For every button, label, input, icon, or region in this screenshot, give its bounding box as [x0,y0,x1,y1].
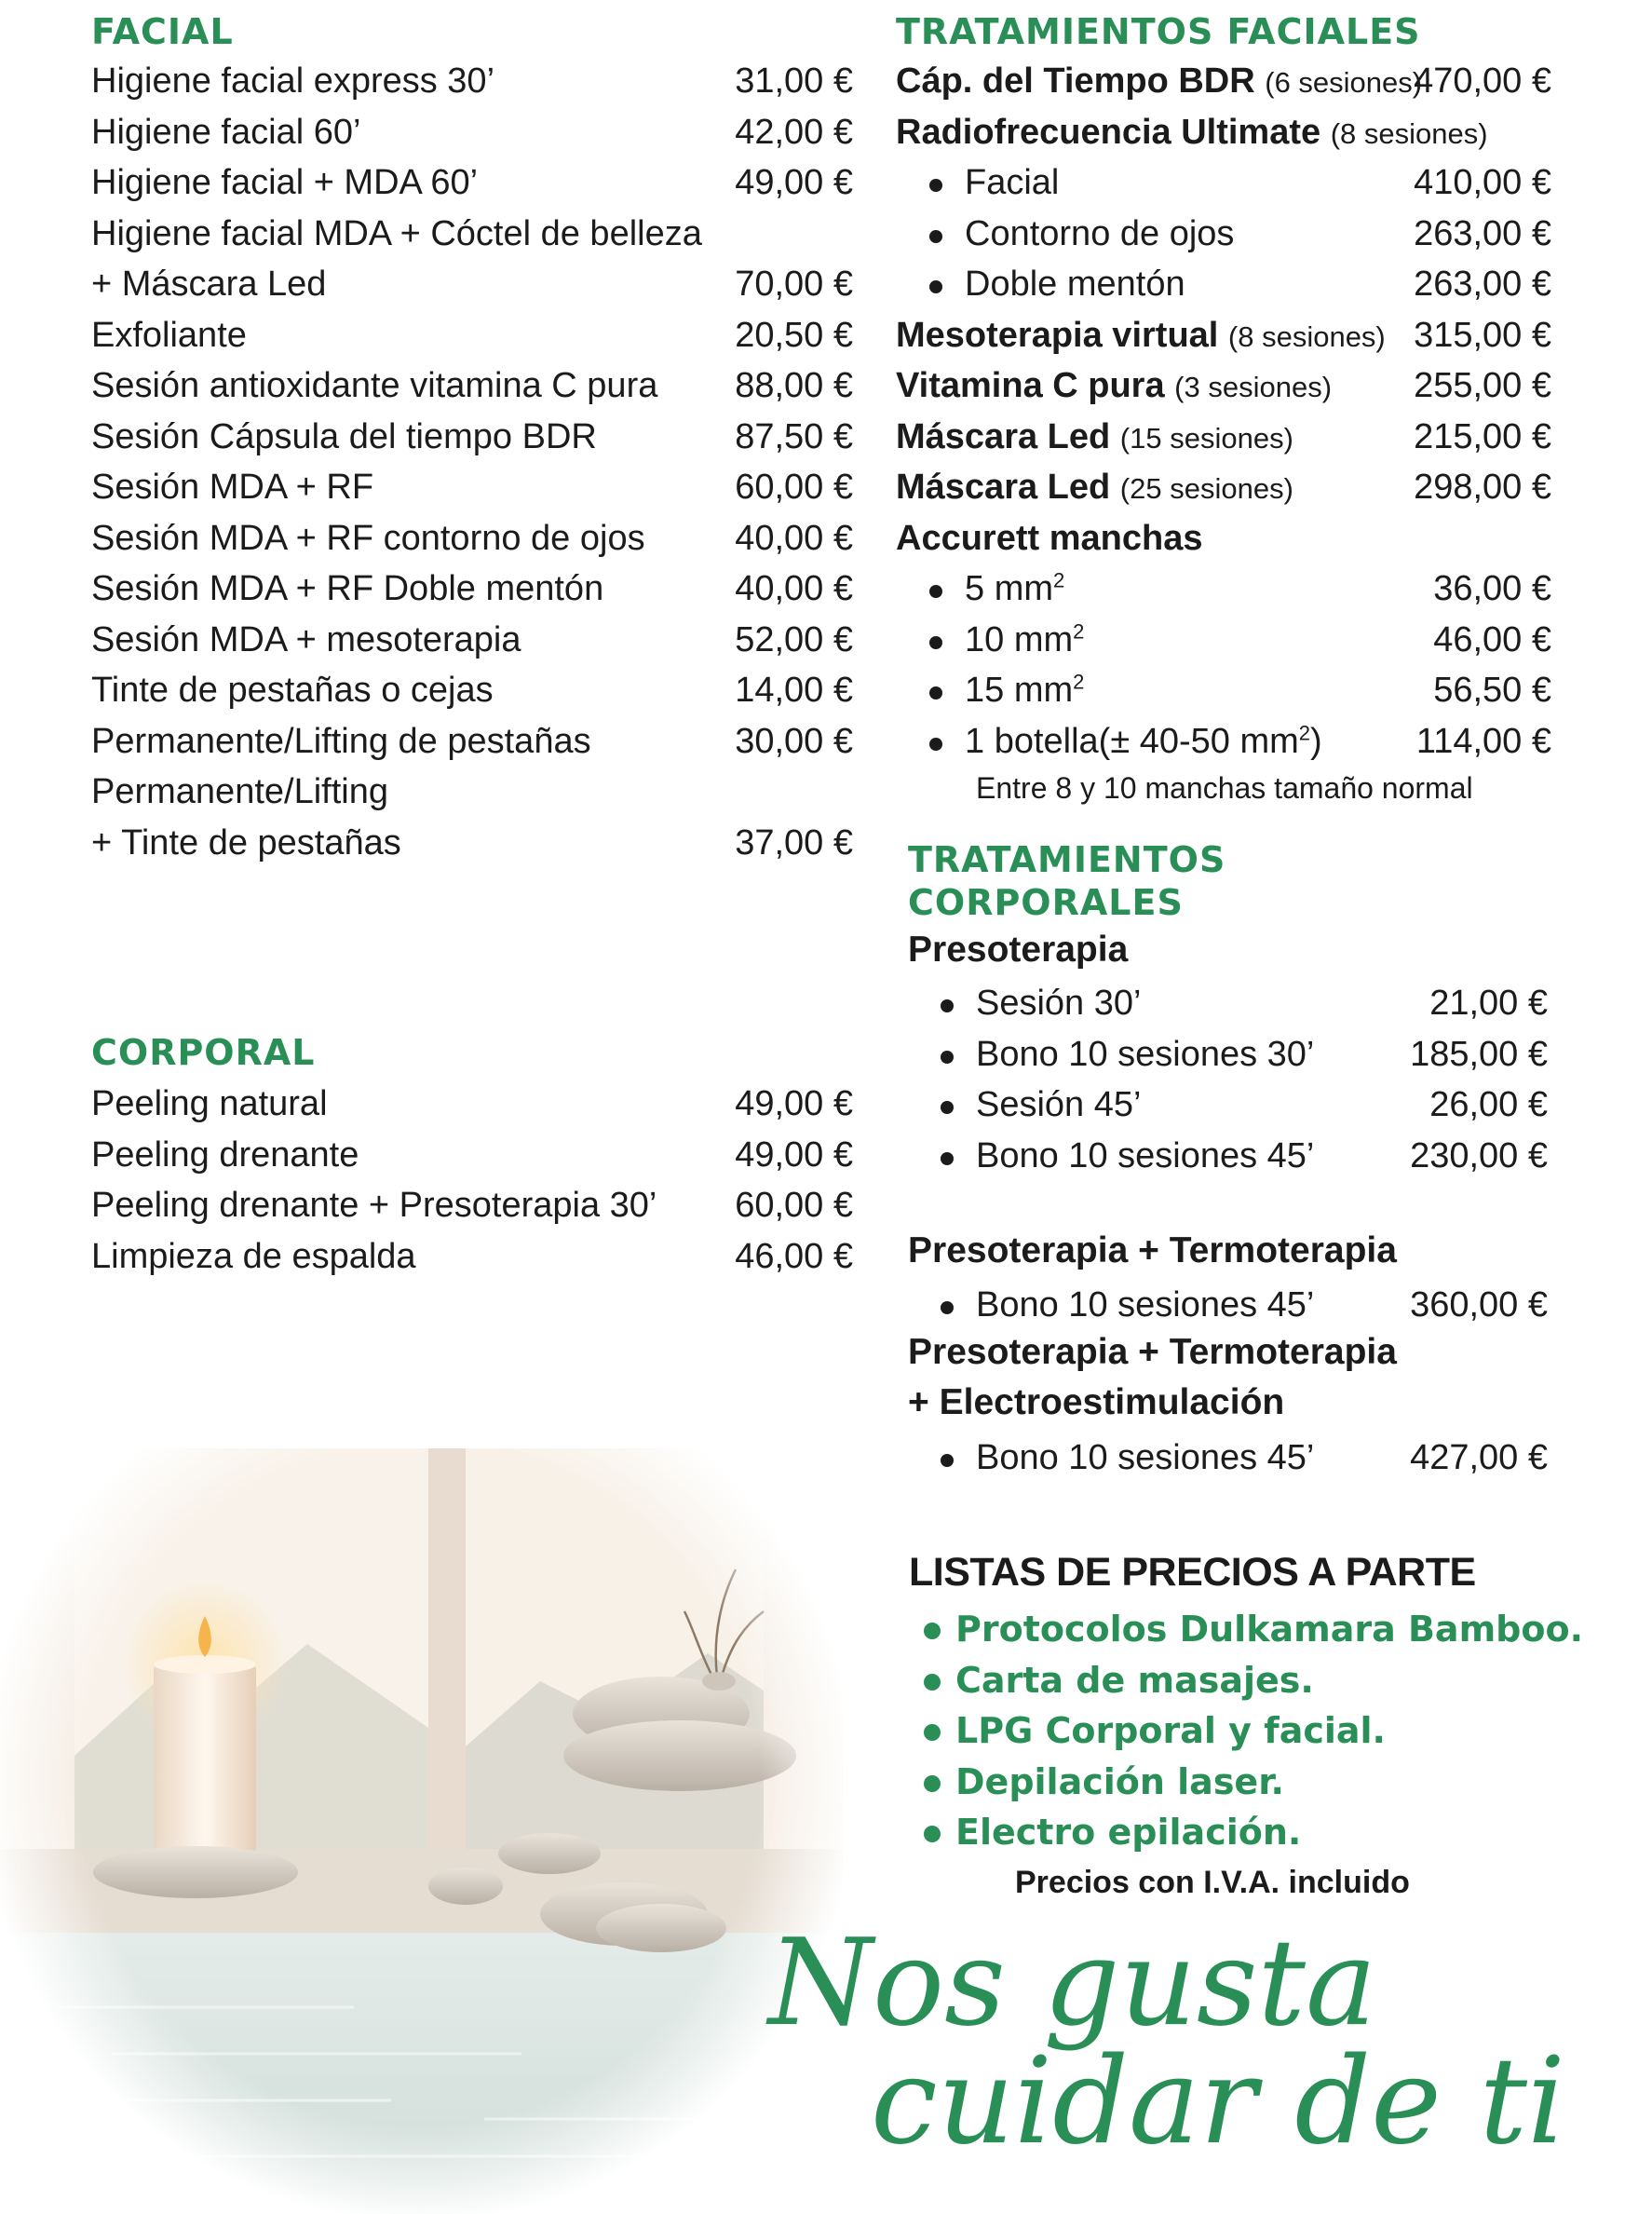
tratamientos-faciales-heading: TRATAMIENTOS FACIALES [896,11,1421,52]
price-row [91,665,853,716]
price-row [896,107,1551,158]
price-row [896,360,1551,412]
price-row [941,1280,1548,1331]
price-row [91,1130,853,1181]
tratamientos-corporales-heading-line2: CORPORALES [908,882,1184,923]
item-name [929,209,1234,260]
item-price: 46,00 € [1433,619,1551,659]
item-name [929,259,1185,310]
item-price: 360,00 € [1410,1285,1548,1324]
price-row [896,513,1551,564]
price-row [941,1029,1548,1080]
price-row [929,209,1551,260]
price-row [91,310,853,361]
slogan-line1: Nos gusta [768,1914,1377,2053]
item-price: 46,00 € [735,1236,853,1276]
item-price: 31,00 € [735,61,853,101]
item-price: 36,00 € [1433,569,1551,608]
price-row [929,716,1551,767]
price-row [896,310,1551,361]
item-name: Higiene facial + MDA 60’ [91,163,479,202]
item-name: Peeling natural [91,1084,328,1123]
price-row [896,412,1551,463]
item-name [929,615,1084,666]
item-name: Sesión MDA + mesoterapia [91,619,521,659]
item-price: 52,00 € [735,619,853,659]
item-name: Sesión Cápsula del tiempo BDR [91,416,597,456]
price-row [929,564,1551,615]
item-price: 87,50 € [735,416,853,456]
item-title: Radiofrecuencia Ultimate [896,112,1321,152]
price-row [941,1131,1548,1182]
item-price: 40,00 € [735,518,853,558]
item-price: 30,00 € [735,721,853,761]
item-size: 5 mm [965,569,1053,608]
slogan-line2: cuidar de ti [871,2032,1565,2171]
item-name: + Tinte de pestañas [91,822,401,863]
separate-price-list-item: Electro epilación. [924,1807,1583,1858]
item-name [896,56,1422,109]
item-name: Sesión 30’ [941,978,1141,1029]
item-name [896,107,1488,160]
price-row [929,157,1551,209]
item-price: 230,00 € [1410,1135,1548,1175]
item-name: Permanente/Lifting [91,772,388,811]
item-name: Sesión antioxidante vitamina C pura [91,366,658,405]
manchas-note: Entre 8 y 10 manchas tamaño normal [976,771,1473,805]
item-sessions: (8 sesiones) [1227,319,1386,353]
item-price: 56,50 € [1433,671,1551,710]
manchas-list [929,564,1551,767]
price-row [941,1080,1548,1131]
separate-price-list-item: Depilación laser. [924,1757,1583,1808]
item-price: 215,00 € [1414,416,1551,456]
price-row [91,462,853,513]
tratamientos-faciales-list [896,56,1551,564]
item-price: 60,00 € [735,1186,853,1225]
corporal-heading: CORPORAL [91,1032,316,1073]
item-name: Higiene facial 60’ [91,112,361,152]
price-row [91,107,853,158]
item-title: Contorno de ojos [965,213,1235,253]
item-price: 49,00 € [735,163,853,202]
item-name: Permanente/Lifting de pestañas [91,721,591,761]
item-price: 20,50 € [735,315,853,355]
item-name: Sesión 45’ [941,1080,1141,1131]
price-row [91,209,853,260]
item-name [896,360,1332,414]
electro-list [941,1433,1548,1484]
item-name: Peeling drenante [91,1134,359,1175]
item-size: 15 mm [965,671,1074,710]
termoterapia-title: Presoterapia + Termoterapia [908,1230,1397,1270]
iva-note: Precios con I.V.A. incluido [1015,1865,1410,1900]
price-row [91,1180,853,1231]
separate-price-list-item: Protocolos Dulkamara Bamboo. [924,1604,1583,1655]
facial-heading: FACIAL [91,11,234,52]
item-name: Bono 10 sesiones 45’ [941,1131,1314,1182]
item-tail: ) [1310,721,1322,761]
item-price: 88,00 € [735,366,853,405]
price-row [91,157,853,209]
price-row [91,360,853,412]
price-row [91,1231,853,1283]
item-price: 26,00 € [1429,1085,1548,1124]
item-sessions: (15 sesiones) [1119,421,1293,455]
item-price: 185,00 € [1410,1034,1548,1074]
item-price: 70,00 € [735,265,853,304]
item-name: Tinte de pestañas o cejas [91,671,494,710]
item-price: 14,00 € [735,671,853,710]
presoterapia-list [941,978,1548,1181]
item-price: 114,00 € [1415,721,1551,761]
item-price: 49,00 € [735,1134,853,1175]
item-superscript: 2 [1073,618,1085,643]
item-superscript: 2 [1298,720,1311,744]
price-row [91,716,853,767]
price-row [929,665,1551,716]
item-name: + Máscara Led [91,265,327,304]
item-name [896,310,1386,363]
item-price: 255,00 € [1414,366,1551,405]
item-name: Bono 10 sesiones 30’ [941,1029,1314,1080]
price-row [929,259,1551,310]
item-title: Doble mentón [965,265,1185,304]
item-name: Higiene facial MDA + Cóctel de belleza [91,213,702,253]
tratamientos-corporales-heading [908,838,1225,924]
price-row [896,56,1551,107]
item-name: Sesión MDA + RF contorno de ojos [91,518,645,558]
item-name: Sesión MDA + RF [91,468,374,507]
presoterapia-title: Presoterapia [908,930,1129,970]
price-row [941,978,1548,1029]
item-sessions: (6 sesiones) [1265,66,1423,99]
item-price: 37,00 € [735,822,853,863]
item-price: 263,00 € [1414,265,1551,304]
price-row [91,1079,853,1130]
item-name [929,564,1064,615]
item-sessions: (8 sesiones) [1330,116,1488,150]
item-name: Limpieza de espalda [91,1236,416,1276]
item-title: Mesoterapia virtual [896,315,1219,355]
listas-items [924,1604,1583,1858]
separate-price-list-item: Carta de masajes. [924,1655,1583,1706]
price-row [91,767,853,818]
item-price: 263,00 € [1414,213,1551,253]
item-name [896,412,1293,465]
separate-price-list-item: LPG Corporal y facial. [924,1705,1583,1757]
item-size: 10 mm [965,619,1074,659]
item-name: Bono 10 sesiones 45’ [941,1433,1314,1484]
item-title: Cáp. del Tiempo BDR [896,61,1255,101]
item-title: Máscara Led [896,416,1111,456]
item-size: 1 botella(± 40-50 mm [965,721,1299,761]
corporal-list [91,1079,853,1282]
item-title: Accurett manchas [896,518,1203,558]
item-name [896,513,1202,564]
item-name: Higiene facial express 30’ [91,61,495,101]
item-title: Vitamina C pura [896,366,1165,405]
price-row [91,513,853,564]
item-price: 40,00 € [735,569,853,608]
facial-list [91,56,853,868]
item-price: 470,00 € [1414,61,1551,101]
item-name [929,157,1059,209]
price-row [896,462,1551,513]
price-row [91,818,853,869]
item-name [929,716,1322,767]
listas-title: LISTAS DE PRECIOS A PARTE [909,1550,1476,1595]
electro-title-line2: + Electroestimulación [908,1382,1285,1422]
item-name [896,462,1293,515]
price-row [91,259,853,310]
price-row [91,56,853,107]
price-row [941,1433,1548,1484]
item-price: 49,00 € [735,1084,853,1123]
termoterapia-list [941,1280,1548,1331]
item-name [929,665,1084,716]
item-price: 42,00 € [735,112,853,152]
price-row [929,615,1551,666]
price-row [91,412,853,463]
item-price: 60,00 € [735,468,853,507]
item-name: Sesión MDA + RF Doble mentón [91,569,604,608]
item-title: Facial [965,163,1060,202]
item-name: Bono 10 sesiones 45’ [941,1280,1314,1331]
item-price: 427,00 € [1410,1438,1548,1477]
item-price: 298,00 € [1414,468,1551,507]
price-row [91,564,853,615]
price-row [91,615,853,666]
item-name: Exfoliante [91,315,247,355]
item-name: Peeling drenante + Presoterapia 30’ [91,1186,657,1225]
item-sessions: (3 sesiones) [1174,371,1333,403]
tratamientos-corporales-heading-line1: TRATAMIENTOS [908,839,1226,880]
item-superscript: 2 [1053,568,1065,592]
electro-title-line1: Presoterapia + Termoterapia [908,1332,1397,1372]
item-price: 315,00 € [1414,315,1551,355]
spa-illustration [0,1448,843,2214]
item-superscript: 2 [1073,670,1085,694]
item-price: 410,00 € [1414,163,1551,202]
item-price: 21,00 € [1429,984,1548,1023]
item-title: Máscara Led [896,468,1111,507]
item-sessions: (25 sesiones) [1119,472,1293,505]
